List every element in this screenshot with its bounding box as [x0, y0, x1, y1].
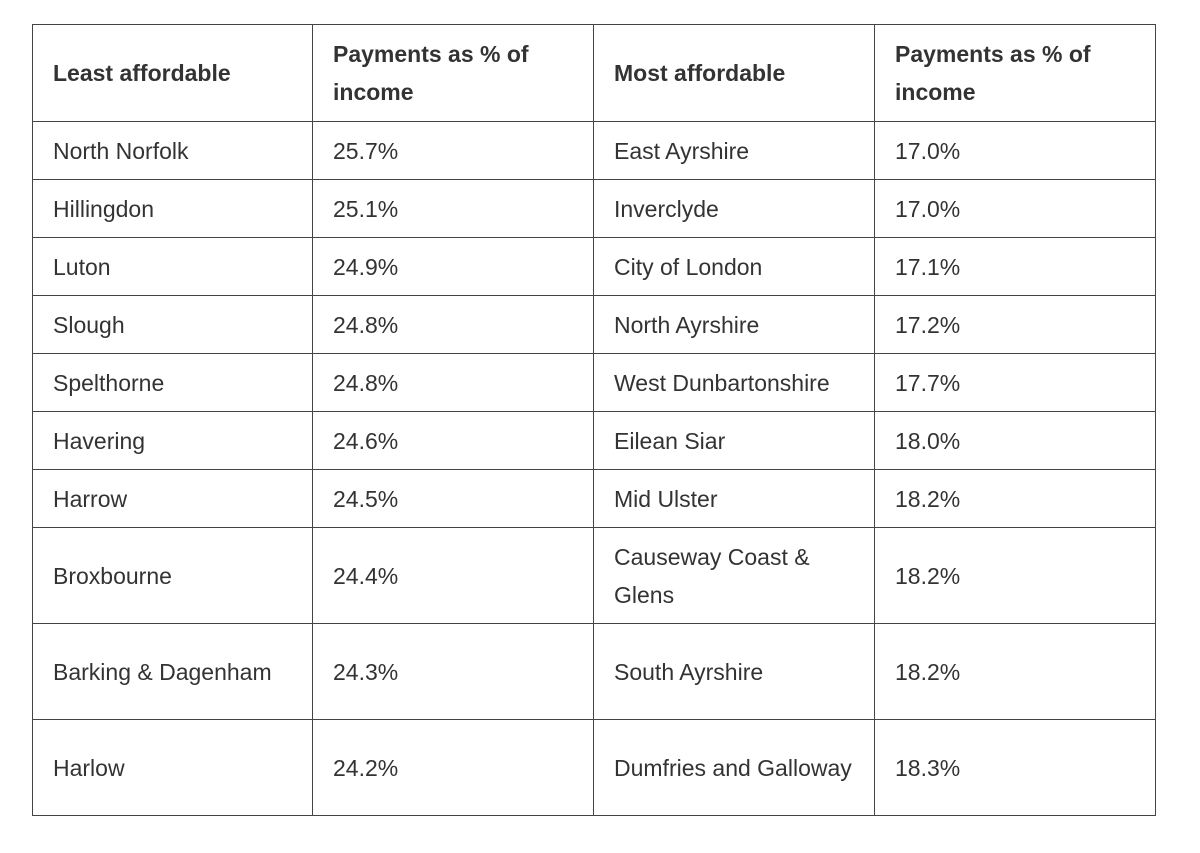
most-affordable-area: East Ayrshire [594, 122, 875, 180]
most-affordable-percent: 17.1% [875, 238, 1156, 296]
most-affordable-area: Inverclyde [594, 180, 875, 238]
header-most-affordable: Most affordable [594, 25, 875, 122]
table-body [33, 122, 1156, 816]
least-affordable-percent: 25.7% [313, 122, 594, 180]
most-affordable-percent: 17.0% [875, 122, 1156, 180]
most-affordable-area: Mid Ulster [594, 470, 875, 528]
most-affordable-percent: 18.0% [875, 412, 1156, 470]
most-affordable-area: Eilean Siar [594, 412, 875, 470]
table-row [33, 470, 1156, 528]
least-affordable-percent: 24.8% [313, 296, 594, 354]
table-row [33, 354, 1156, 412]
table-row [33, 180, 1156, 238]
table-header [33, 25, 1156, 122]
most-affordable-percent: 18.3% [875, 720, 1156, 816]
most-affordable-area: North Ayrshire [594, 296, 875, 354]
most-affordable-percent: 18.2% [875, 470, 1156, 528]
most-affordable-area: Causeway Coast & Glens [594, 528, 875, 624]
least-affordable-area: Hillingdon [33, 180, 313, 238]
header-row [33, 25, 1156, 122]
most-affordable-percent: 17.0% [875, 180, 1156, 238]
least-affordable-percent: 24.8% [313, 354, 594, 412]
least-affordable-area: North Norfolk [33, 122, 313, 180]
most-affordable-area: Dumfries and Galloway [594, 720, 875, 816]
least-affordable-area: Barking & Dagenham [33, 624, 313, 720]
least-affordable-area: Harrow [33, 470, 313, 528]
most-affordable-area: West Dunbartonshire [594, 354, 875, 412]
least-affordable-percent: 24.6% [313, 412, 594, 470]
least-affordable-area: Spelthorne [33, 354, 313, 412]
least-affordable-area: Broxbourne [33, 528, 313, 624]
least-affordable-area: Harlow [33, 720, 313, 816]
most-affordable-area: City of London [594, 238, 875, 296]
least-affordable-percent: 24.4% [313, 528, 594, 624]
table-row [33, 624, 1156, 720]
header-most-payments: Payments as % of income [875, 25, 1156, 122]
least-affordable-percent: 25.1% [313, 180, 594, 238]
least-affordable-percent: 24.9% [313, 238, 594, 296]
least-affordable-percent: 24.5% [313, 470, 594, 528]
most-affordable-percent: 17.2% [875, 296, 1156, 354]
least-affordable-area: Havering [33, 412, 313, 470]
table-row [33, 528, 1156, 624]
table-row [33, 122, 1156, 180]
least-affordable-percent: 24.3% [313, 624, 594, 720]
header-least-payments: Payments as % of income [313, 25, 594, 122]
most-affordable-percent: 17.7% [875, 354, 1156, 412]
least-affordable-percent: 24.2% [313, 720, 594, 816]
table-row [33, 296, 1156, 354]
header-least-affordable: Least affordable [33, 25, 313, 122]
most-affordable-area: South Ayrshire [594, 624, 875, 720]
affordability-table [32, 24, 1156, 816]
table-row [33, 238, 1156, 296]
least-affordable-area: Luton [33, 238, 313, 296]
table-row [33, 720, 1156, 816]
least-affordable-area: Slough [33, 296, 313, 354]
table-row [33, 412, 1156, 470]
most-affordable-percent: 18.2% [875, 528, 1156, 624]
most-affordable-percent: 18.2% [875, 624, 1156, 720]
